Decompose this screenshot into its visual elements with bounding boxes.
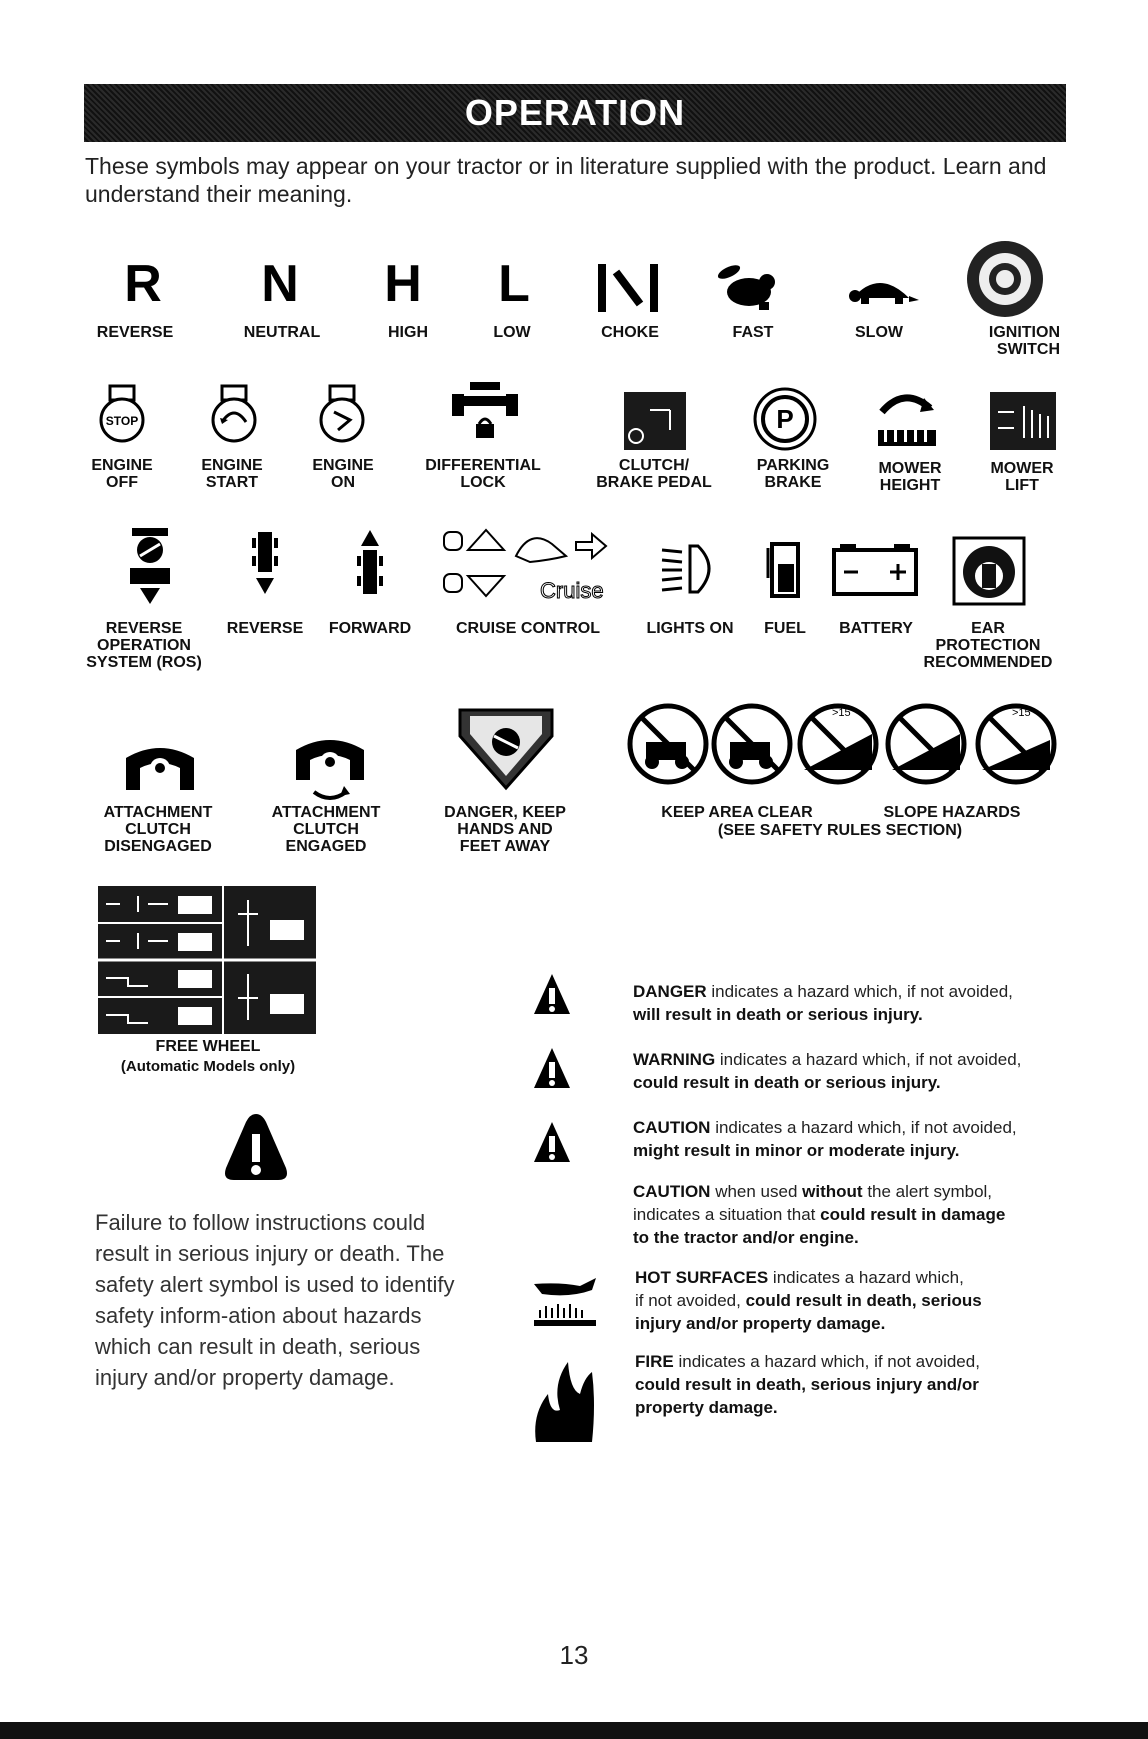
- slope-hazards-label: SLOPE HAZARDS: [883, 804, 1021, 821]
- fire-c: property damage.: [635, 1398, 778, 1417]
- keep-area-clear-icon: [626, 700, 796, 788]
- slope-mark-1: >15: [832, 707, 851, 719]
- neutral-label: NEUTRAL: [243, 324, 321, 341]
- hot-b: could result in death, serious: [745, 1291, 982, 1310]
- caution2-b: without: [802, 1182, 863, 1201]
- cruise-text: Cruise: [540, 578, 604, 603]
- hot-surfaces-icon: [530, 1268, 600, 1330]
- engine-start-label: ENGINE START: [201, 457, 263, 491]
- engine-on-label: ENGINE ON: [312, 457, 374, 491]
- neutral-letter: N: [261, 255, 299, 313]
- warning-mid: indicates a hazard which, if not avoided,: [719, 1050, 1022, 1069]
- caution-without-note: [633, 1180, 1073, 1249]
- mower-lift-label: MOWER LIFT: [990, 460, 1054, 494]
- choke-label: CHOKE: [601, 324, 659, 341]
- fire-mid: indicates a hazard which, if not avoided,: [678, 1352, 980, 1371]
- fire-key: FIRE: [635, 1352, 674, 1371]
- hot-key: HOT SURFACES: [635, 1268, 769, 1287]
- section-banner: [84, 84, 1066, 142]
- attachment-clutch-disengaged-icon: [120, 738, 200, 794]
- see-safety-rules-label: (SEE SAFETY RULES SECTION): [717, 822, 963, 839]
- warning-note: [633, 1048, 1073, 1094]
- intro-text: These symbols may appear on your tractor or in literature supplied with the product. Learn and understand their meaning.: [85, 153, 1047, 207]
- caution2-f: to the tractor and/or engine.: [633, 1228, 859, 1247]
- low-letter: L: [498, 255, 530, 313]
- caution2-c: the alert symbol,: [867, 1182, 993, 1201]
- engine-off-label: ENGINE OFF: [91, 457, 153, 491]
- ros-label: REVERSE OPERATION SYSTEM (ROS): [86, 620, 202, 671]
- forward-direction-icon: [355, 526, 385, 598]
- parking-p-text: P: [776, 404, 794, 434]
- att-engaged-label: ATTACHMENT CLUTCH ENGAGED: [271, 804, 381, 855]
- high-label: HIGH: [388, 324, 428, 341]
- reverse-letter: R: [124, 255, 162, 313]
- caution2-d: indicates a situation that: [633, 1205, 816, 1224]
- engine-off-icon: [96, 384, 156, 444]
- turtle-icon: [843, 268, 923, 308]
- hot-c: injury and/or property damage.: [635, 1314, 886, 1333]
- forward-dir-label: FORWARD: [328, 620, 412, 637]
- battery-label: BATTERY: [839, 620, 913, 637]
- danger-hands-feet-icon: [456, 706, 556, 792]
- danger-note: [633, 980, 1073, 1026]
- warning-alert-icon: [532, 1046, 572, 1092]
- safety-alert-icon: [222, 1112, 290, 1184]
- failure-text: Failure to follow instructions could result in serious injury or death. The safety alert symbol is used to identify safety inform-ation about hazards which can result in death, serious injury and/or property damage.: [95, 1210, 455, 1390]
- hot-surfaces-note: [635, 1266, 1075, 1335]
- caution-alert-icon: [532, 1120, 572, 1166]
- parking-brake-icon: [752, 386, 818, 452]
- section-title: OPERATION: [464, 92, 686, 133]
- mower-lift-icon: [988, 390, 1058, 452]
- danger-hands-label: DANGER, KEEP HANDS AND FEET AWAY: [444, 804, 566, 855]
- slow-label: SLOW: [855, 324, 903, 341]
- stop-text: STOP: [105, 414, 139, 428]
- fuel-label: FUEL: [764, 620, 806, 637]
- att-disengaged-label: ATTACHMENT CLUTCH DISENGAGED: [103, 804, 213, 855]
- fire-icon: [532, 1354, 596, 1444]
- lights-on-icon: [658, 538, 722, 598]
- bottom-rule: [0, 1722, 1148, 1739]
- clutch-brake-label: CLUTCH/ BRAKE PEDAL: [596, 457, 712, 491]
- danger-bold: will result in death or serious injury.: [633, 1005, 923, 1024]
- mower-height-icon: [874, 384, 940, 450]
- low-label: LOW: [493, 324, 531, 341]
- danger-mid: indicates a hazard which, if not avoided,: [711, 982, 1013, 1001]
- cruise-control-label: CRUISE CONTROL: [456, 620, 600, 637]
- high-letter: H: [384, 255, 422, 313]
- mower-height-label: MOWER HEIGHT: [878, 460, 942, 494]
- caution-mid: indicates a hazard which, if not avoided,: [715, 1118, 1017, 1137]
- fire-note: [635, 1350, 1075, 1419]
- ear-protection-icon: [952, 536, 1026, 606]
- danger-alert-icon: [532, 972, 572, 1018]
- engine-on-icon: [316, 384, 376, 444]
- hot-mid: indicates a hazard which,: [772, 1268, 964, 1287]
- reverse-direction-icon: [250, 528, 280, 598]
- hot-a: if not avoided,: [635, 1291, 741, 1310]
- reverse-operation-system-icon: [126, 526, 174, 608]
- clutch-brake-pedal-icon: [622, 390, 688, 452]
- caution-key: CAUTION: [633, 1118, 711, 1137]
- free-wheel-subtitle: (Automatic Models only): [120, 1058, 296, 1075]
- caution2-e: could result in damage: [820, 1205, 1006, 1224]
- parking-brake-label: PARKING BRAKE: [756, 457, 830, 491]
- differential-lock-icon: [448, 380, 522, 442]
- cruise-control-icon: [440, 516, 628, 612]
- choke-icon: [594, 260, 664, 316]
- fire-b: could result in death, serious injury and/or: [635, 1375, 979, 1394]
- reverse-label: REVERSE: [96, 324, 174, 341]
- reverse-dir-label: REVERSE: [226, 620, 304, 637]
- free-wheel-title: FREE WHEEL: [155, 1038, 261, 1055]
- battery-icon: [832, 544, 918, 596]
- fuel-icon: [766, 538, 804, 600]
- diff-lock-label: DIFFERENTIAL LOCK: [425, 457, 541, 491]
- caution-note: [633, 1116, 1073, 1162]
- warning-bold: could result in death or serious injury.: [633, 1073, 941, 1092]
- danger-key: DANGER: [633, 982, 707, 1001]
- ear-protection-label: EAR PROTECTION RECOMMENDED: [923, 620, 1053, 671]
- ignition-label: IGNITION SWITCH: [988, 324, 1060, 358]
- lights-on-label: LIGHTS ON: [646, 620, 734, 637]
- warning-key: WARNING: [633, 1050, 716, 1069]
- keep-area-clear-label: KEEP AREA CLEAR: [661, 804, 813, 821]
- fast-label: FAST: [732, 324, 774, 341]
- free-wheel-icon: [98, 886, 316, 1034]
- engine-start-icon: [208, 384, 268, 444]
- page-number: 13: [559, 1640, 589, 1670]
- caution2-key: CAUTION: [633, 1182, 711, 1201]
- rabbit-icon: [713, 258, 783, 314]
- slope-hazards-icon: [796, 700, 1062, 788]
- ignition-switch-icon: [964, 238, 1046, 320]
- slope-mark-2: >15: [1012, 707, 1031, 719]
- caution2-a: when used: [715, 1182, 798, 1201]
- attachment-clutch-engaged-icon: [290, 734, 370, 806]
- caution-bold: might result in minor or moderate injury.: [633, 1141, 960, 1160]
